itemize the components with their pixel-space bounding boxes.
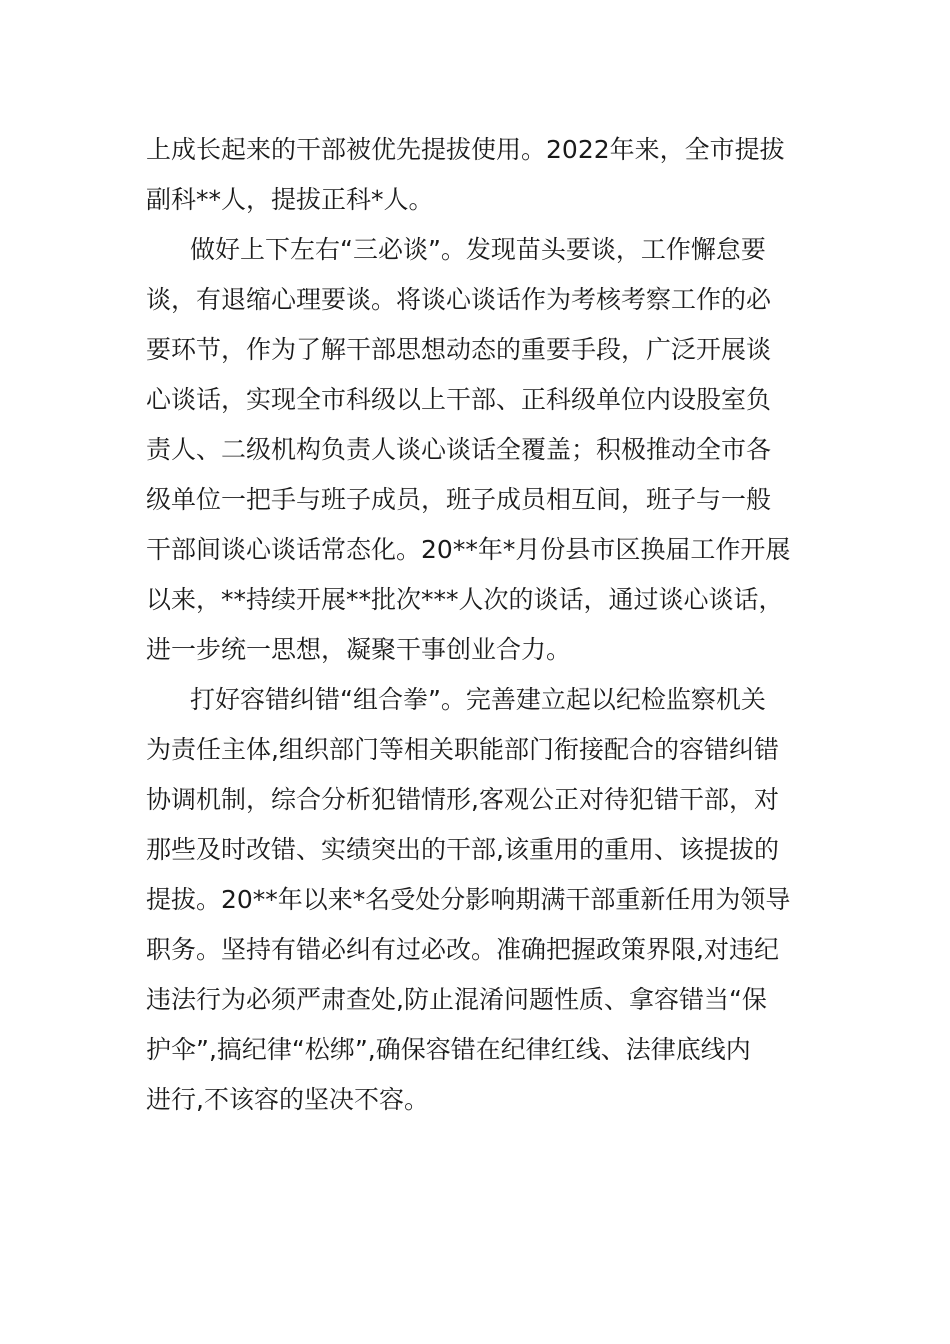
text-line: 协调机制，综合分析犯错情形,客观公正对待犯错干部，对	[146, 785, 779, 814]
text-line: 要环节，作为了解干部思想动态的重要手段，广泛开展谈	[146, 335, 772, 364]
text-line: 职务。坚持有错必纠有过必改。准确把握政策界限,对违纪	[146, 935, 779, 964]
text-line: 做好上下左右“三必谈”。发现苗头要谈，工作懈怠要	[190, 235, 766, 264]
text-line: 打好容错纠错“组合拳”。完善建立起以纪检监察机关	[190, 685, 766, 714]
text-line: 进行,不该容的坚决不容。	[146, 1085, 429, 1114]
text-line: 那些及时改错、实绩突出的干部,该重用的重用、该提拔的	[146, 835, 779, 864]
text-line: 上成长起来的干部被优先提拔使用。2022年来，全市提拔	[146, 135, 785, 164]
text-line: 副科**人，提拔正科*人。	[146, 185, 434, 214]
text-line: 护伞”,搞纪律“松绑”,确保容错在纪律红线、法律底线内	[146, 1035, 751, 1064]
text-line: 以来，**持续开展**批次***人次的谈话，通过谈心谈话，	[146, 585, 784, 614]
text-line: 为责任主体,组织部门等相关职能部门衔接配合的容错纠错	[146, 735, 779, 764]
text-line: 提拔。20**年以来*名受处分影响期满干部重新任用为领导	[146, 885, 791, 914]
text-line: 责人、二级机构负责人谈心谈话全覆盖；积极推动全市各	[146, 435, 772, 464]
text-line: 心谈话，实现全市科级以上干部、正科级单位内设股室负	[146, 385, 772, 414]
text-line: 进一步统一思想，凝聚干事创业合力。	[146, 635, 572, 664]
text-line: 违法行为必须严肃查处,防止混淆问题性质、拿容错当“保	[146, 985, 767, 1014]
text-line: 谈，有退缩心理要谈。将谈心谈话作为考核考察工作的必	[146, 285, 772, 314]
text-line: 干部间谈心谈话常态化。20**年*月份县市区换届工作开展	[146, 535, 791, 564]
text-line: 级单位一把手与班子成员，班子成员相互间，班子与一般	[146, 485, 772, 514]
